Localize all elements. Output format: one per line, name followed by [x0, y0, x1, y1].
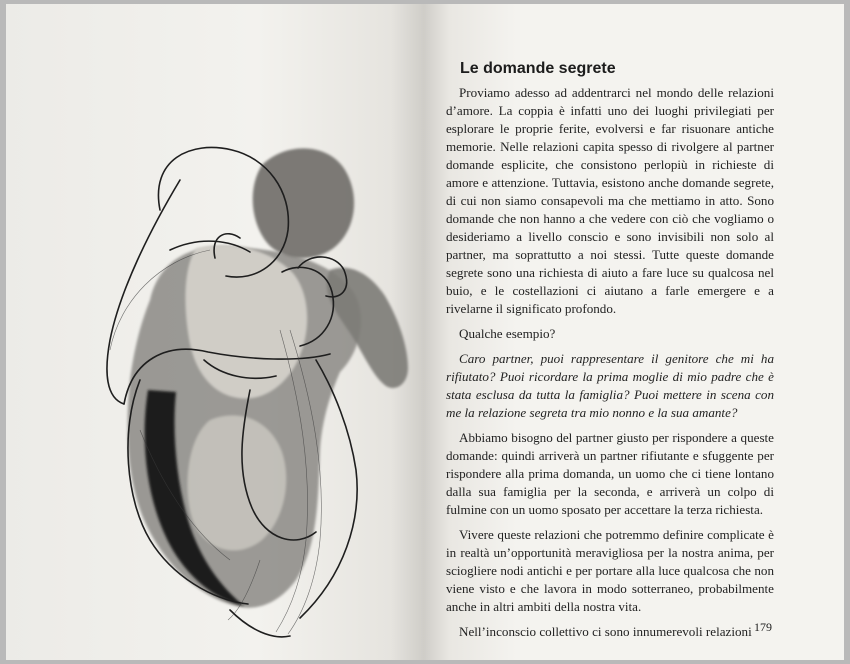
page-number: 179	[754, 620, 772, 634]
paragraph-2: Qualche esempio?	[459, 326, 556, 341]
paragraph-4: Abbiamo bisogno del partner giusto per rispondere a queste domande: quindi arriverà un partner rifiutante e sfuggente per rispondere alla prima domanda, un uomo che ci tiene lontano dalla sua famiglia per la seconda, e arriverà un colpo di fulmine con un uomo sposato per accettare la terza richiesta.	[446, 430, 774, 517]
paragraph-6: Nell’inconscio collettivo ci sono innumerevoli relazioni	[459, 624, 752, 639]
paragraph-1: Proviamo adesso ad addentrarci nel mondo delle relazioni d’amore. La coppia è infatti uno dei luoghi privilegiati per esplorare le proprie ferite, evolversi e far risuonare antiche memorie. Nelle relazioni capita spesso di rivolgere al partner domande esplicite, che consistono perlopiù in richieste di amore e attenzione. Tuttavia, esistono anche domande segrete, di cui non siamo consapevoli ma che mettiamo in atto. Sono domande che non hanno a che vedere con ciò che vogliamo o desideriamo a livello conscio e sono invisibili non solo al partner, ma soprattutto a noi stessi. Tutte queste domande segrete sono una richiesta di aiuto a fare luce su qualcosa nel buio, e le costellazioni ci aiutano a farle emergere e a rivelarne il significato profondo.	[446, 85, 774, 316]
paragraph-5: Vivere queste relazioni che potremmo definire complicate è in realtà un’opportunità meravigliosa per la nostra anima, per sciogliere nodi antichi e per portare alla luce qualcosa che non viene visto e che lavora in modo sotterraneo, probabilmente anche in altri ambiti della nostra vita.	[446, 527, 774, 614]
paragraph-3-italic-examples: Caro partner, puoi rappresentare il genitore che mi ha rifiutato? Puoi ricordare la prima moglie di mio padre che è stata esclusa da tutta la famiglia? Puoi mettere in scena con me la relazione segreta tra mio nonno e la sua amante?	[446, 351, 774, 420]
figure-head-shape	[253, 148, 354, 258]
body-text	[446, 84, 774, 645]
chapter-heading: Le domande segrete	[460, 60, 616, 77]
